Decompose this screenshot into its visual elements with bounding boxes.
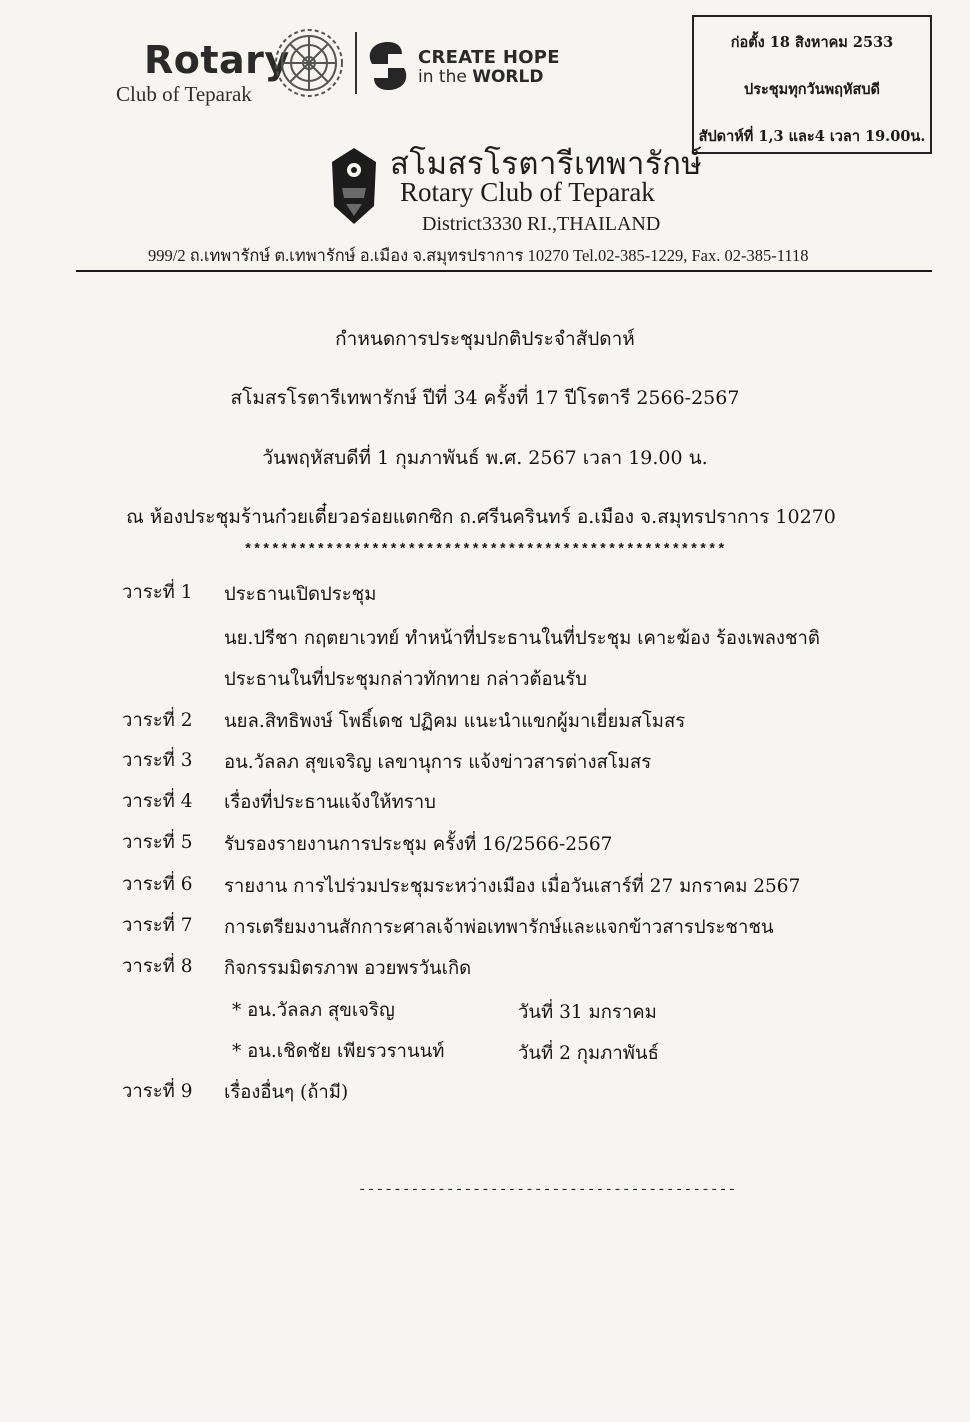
club-address: 999/2 ถ.เทพารักษ์ ต.เทพารักษ์ อ.เมือง จ.สมุทรปราการ 10270 Tel.02-385-1229, Fax. 02-385-1118 [148, 246, 809, 265]
agenda-label: วาระที่ 3 [122, 750, 193, 771]
create-hope-logo-icon [364, 40, 412, 92]
founded-date: ก่อตั้ง 18 สิงหาคม 2533 [730, 34, 894, 51]
club-name-english: Rotary Club of Teparak [400, 177, 655, 207]
agenda-text: กิจกรรมมิตรภาพ อวยพรวันเกิด [224, 958, 472, 979]
meeting-day: ประชุมทุกวันพฤหัสบดี [744, 81, 880, 98]
agenda-text: อน.วัลลภ สุขเจริญ เลขานุการ แจ้งข่าวสารต่างสโมสร [224, 752, 652, 773]
agenda-label: วาระที่ 4 [122, 791, 193, 812]
in-the-world-text: in the WORLD [418, 67, 544, 87]
agenda-label: วาระที่ 1 [122, 582, 193, 603]
agenda-text: เรื่องที่ประธานแจ้งให้ทราบ [224, 792, 436, 813]
agenda-text: รับรองรายงานการประชุม ครั้งที่ 16/2566-2567 [224, 834, 613, 855]
birthday-date: วันที่ 2 กุมภาพันธ์ [518, 1043, 659, 1064]
agenda-text: เรื่องอื่นๆ (ถ้ามี) [224, 1082, 349, 1103]
agenda-label: วาระที่ 5 [122, 832, 193, 853]
meeting-weeks: สัปดาห์ที่ 1,3 และ4 เวลา 19.00น. [698, 128, 926, 145]
agenda-text: นยล.สิทธิพงษ์ โพธิ์เดช ปฏิคม แนะนำแขกผู้มาเยี่ยมสโมสร [224, 711, 686, 732]
rotary-wordmark: Rotary [144, 38, 290, 82]
header-rule [76, 270, 932, 272]
club-emblem-icon [328, 146, 380, 226]
club-of-teparak-text: Club of Teparak [116, 82, 252, 106]
rotary-wheel-icon [272, 26, 346, 100]
agenda-text: ประธานในที่ประชุมกล่าวทักทาย กล่าวต้อนรับ [224, 669, 587, 690]
agenda-label: วาระที่ 8 [122, 956, 193, 977]
agenda-label: วาระที่ 2 [122, 710, 193, 731]
date-time-line: วันพฤหัสบดีที่ 1 กุมภาพันธ์ พ.ศ. 2567 เวลา 19.00 น. [262, 447, 708, 469]
create-hope-text: CREATE HOPE [418, 47, 560, 68]
agenda-text: ประธานเปิดประชุม [224, 584, 377, 605]
birthday-date: วันที่ 31 มกราคม [518, 1002, 657, 1023]
venue-line: ณ ห้องประชุมร้านก๋วยเตี๋ยวอร่อยแตกซิก ถ.ศรีนครินทร์ อ.เมือง จ.สมุทรปราการ 10270 [126, 506, 836, 528]
agenda-text: รายงาน การไปร่วมประชุมระหว่างเมือง เมื่อวันเสาร์ที่ 27 มกราคม 2567 [224, 876, 801, 897]
footer-dash-line: ------------------------------------------- [358, 1182, 737, 1198]
birthday-name: * อน.เชิดชัย เพียรวรานนท์ [232, 1041, 445, 1062]
birthday-name: * อน.วัลลภ สุขเจริญ [232, 1000, 395, 1021]
district-text: District3330 RI.,THAILAND [422, 213, 661, 235]
agenda-label: วาระที่ 6 [122, 874, 193, 895]
agenda-label: วาระที่ 9 [122, 1081, 193, 1102]
meeting-title: กำหนดการประชุมปกติประจำสัปดาห์ [335, 328, 635, 350]
star-separator: ***************************************************** [243, 542, 727, 558]
agenda-label: วาระที่ 7 [122, 915, 193, 936]
agenda-text: นย.ปรีชา กฤตยาเวทย์ ทำหน้าที่ประธานในที่ประชุม เคาะฆ้อง ร้องเพลงชาติ [224, 628, 820, 649]
logo-divider [355, 32, 357, 94]
club-year-line: สโมสรโรตารีเทพารักษ์ ปีที่ 34 ครั้งที่ 17 ปีโรตารี 2566-2567 [230, 387, 740, 409]
agenda-text: การเตรียมงานสักการะศาลเจ้าพ่อเทพารักษ์และแจกข้าวสารประชาชน [224, 917, 774, 938]
meeting-info-box [692, 15, 932, 154]
club-name-thai: สโมสรโรตารีเทพารักษ์ [390, 146, 703, 182]
